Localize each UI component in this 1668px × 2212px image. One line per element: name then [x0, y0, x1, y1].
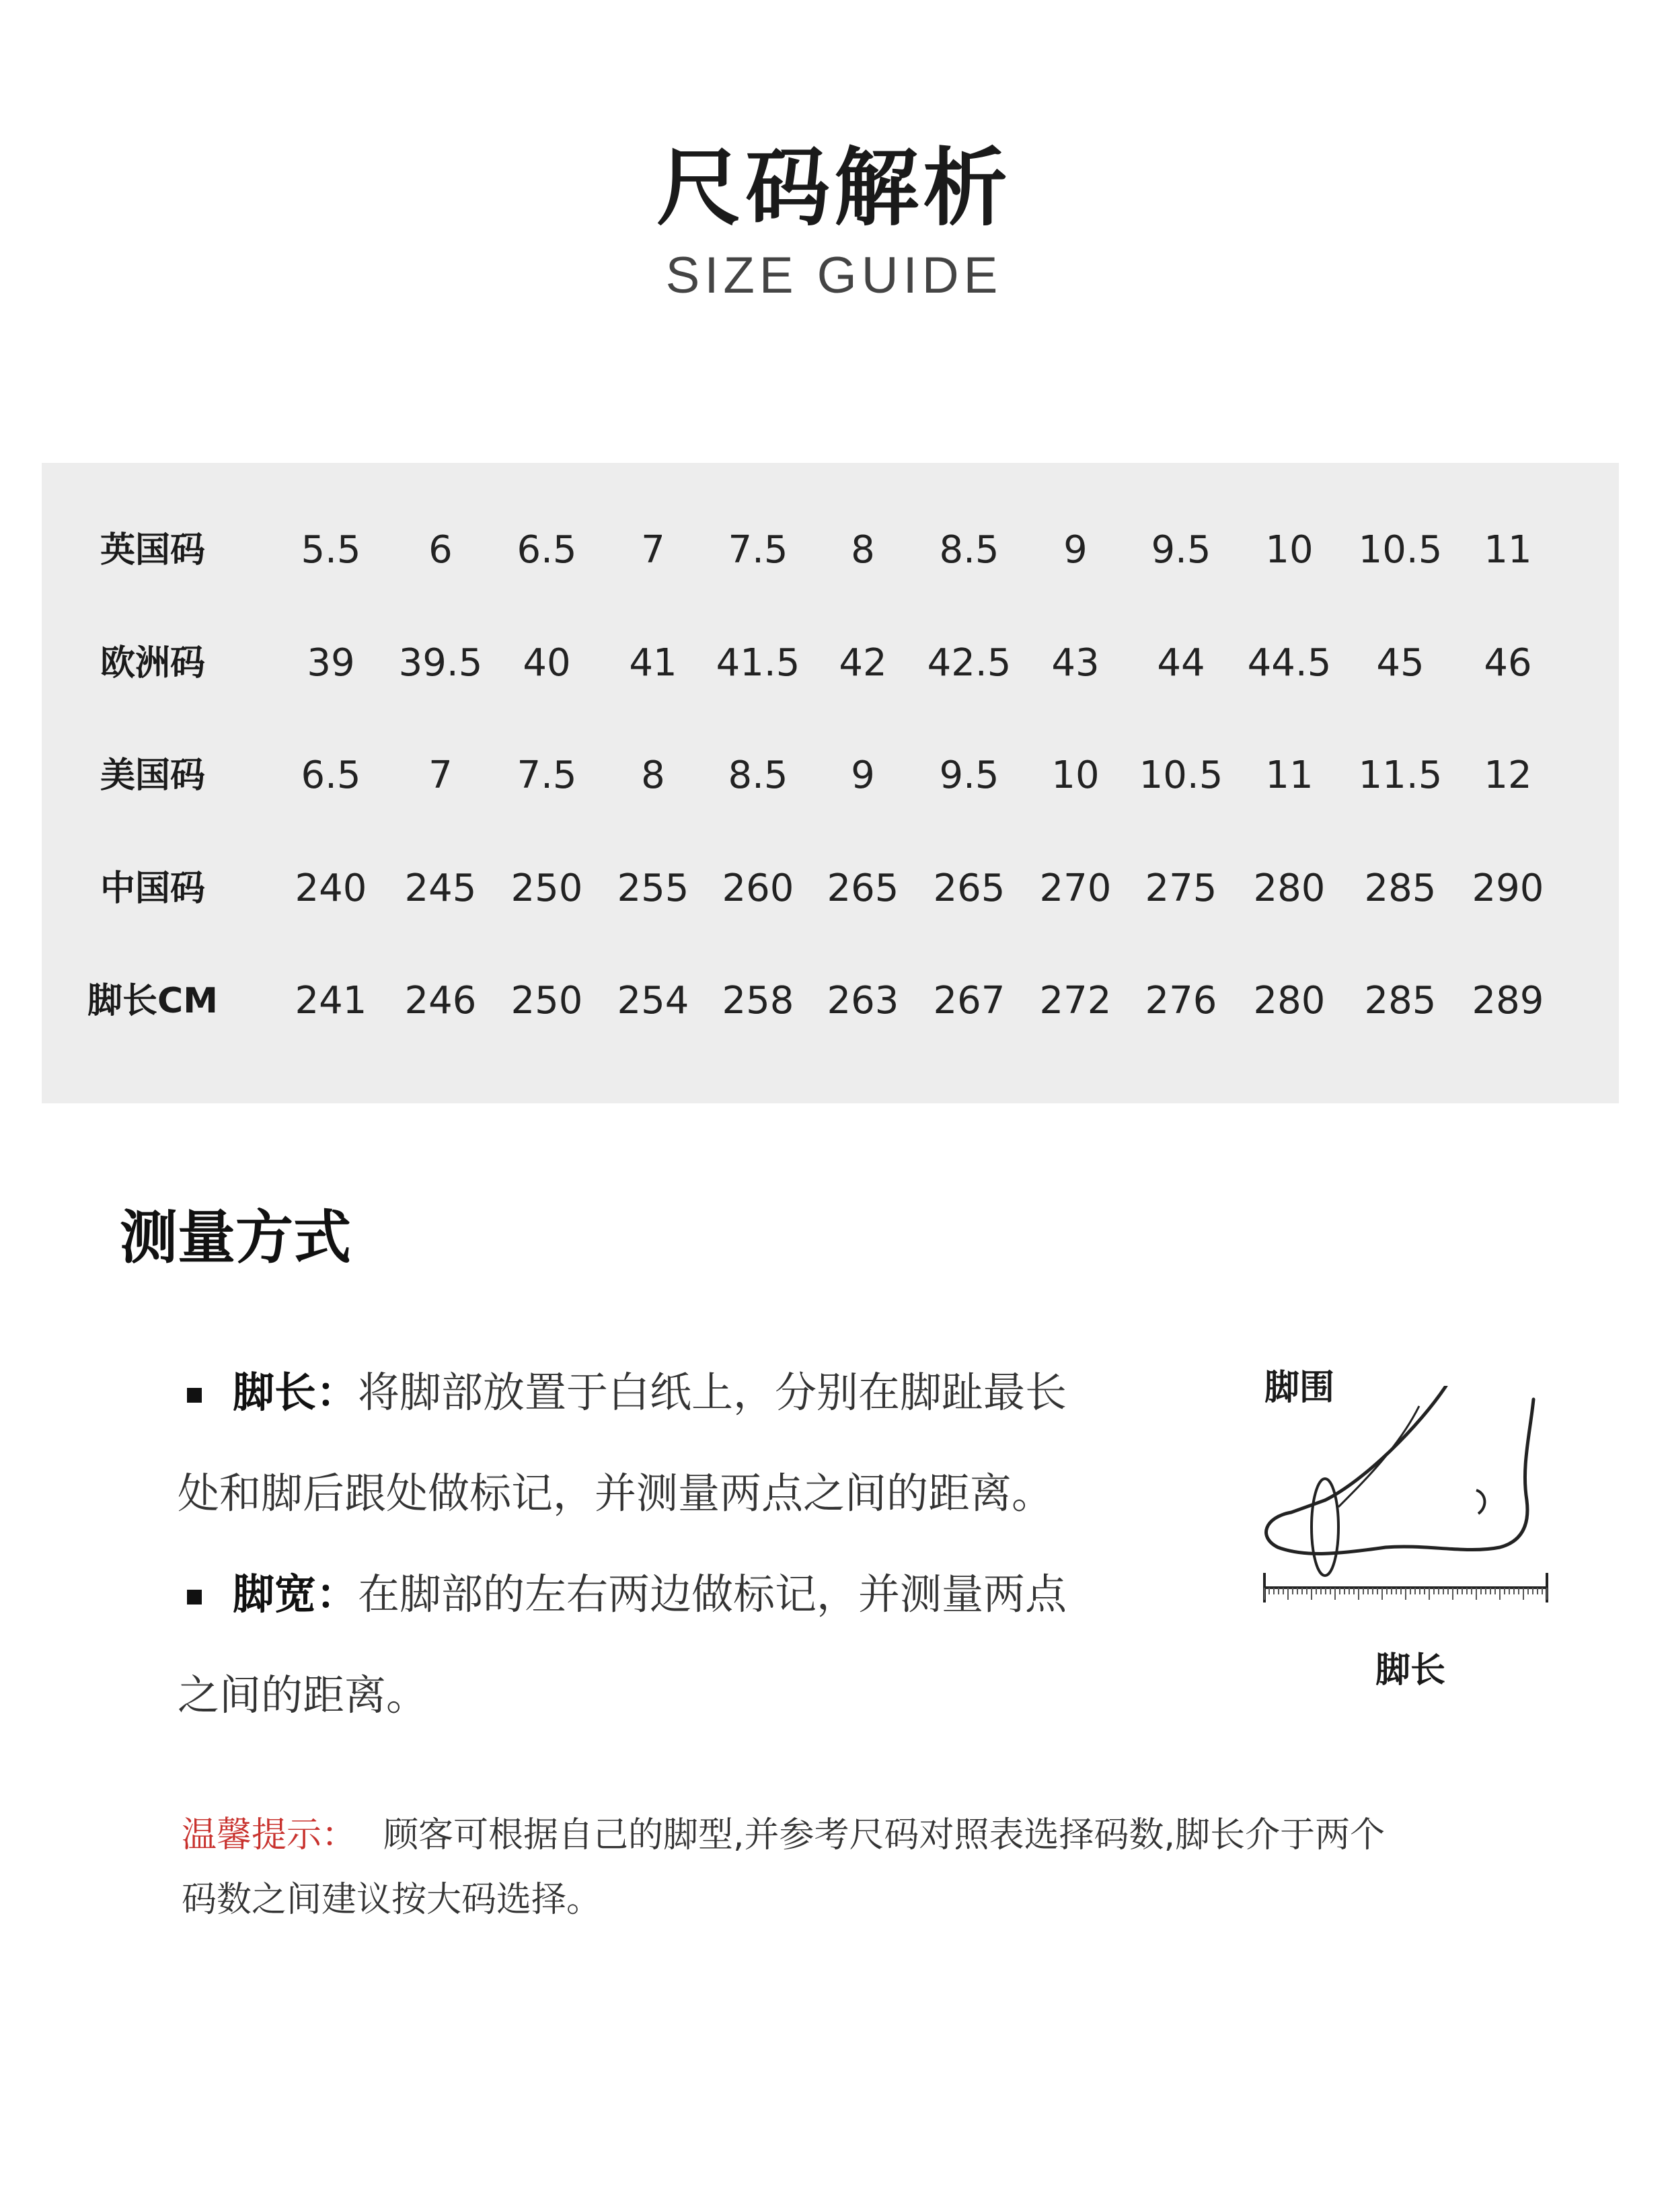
table-cell: 45 — [1376, 641, 1425, 685]
table-cell: 6 — [428, 528, 453, 572]
foot-width-line2: 之间的距离。 — [178, 1670, 428, 1720]
table-cell: 285 — [1364, 979, 1437, 1023]
table-cell: 9.5 — [939, 753, 999, 797]
table-cell: 8 — [641, 753, 665, 797]
table-row — [42, 517, 1619, 584]
table-cell: 11 — [1484, 528, 1532, 572]
term-colon: ： — [316, 1570, 358, 1619]
table-cell: 255 — [617, 867, 689, 910]
table-cell: 275 — [1145, 867, 1217, 910]
table-row — [42, 742, 1619, 809]
table-cell: 270 — [1039, 867, 1112, 910]
table-cell: 240 — [295, 867, 367, 910]
table-cell: 9.5 — [1151, 528, 1211, 572]
table-cell: 7.5 — [517, 753, 577, 797]
table-cell: 285 — [1364, 867, 1437, 910]
term-foot-length: 脚长 — [233, 1368, 317, 1417]
bullet-icon — [187, 1388, 202, 1403]
table-cell: 246 — [404, 979, 477, 1023]
measure-item-foot-length — [178, 1342, 1204, 1544]
term-foot-width: 脚宽 — [233, 1570, 317, 1619]
term-colon: ： — [316, 1368, 358, 1417]
table-row — [42, 855, 1619, 922]
table-cell: 6.5 — [517, 528, 577, 572]
table-cell: 10.5 — [1358, 528, 1443, 572]
table-cell: 11 — [1265, 753, 1314, 797]
row-label: 美国码 — [100, 755, 205, 796]
foot-measure-diagram — [1251, 1345, 1560, 1709]
table-cell: 8.5 — [939, 528, 999, 572]
foot-measure-icon — [1251, 1386, 1560, 1668]
row-label: 脚长CM — [87, 981, 218, 1021]
table-cell: 272 — [1039, 979, 1112, 1023]
table-cell: 11.5 — [1358, 753, 1443, 797]
foot-width-line1: 在脚部的左右两边做标记，并测量两点 — [358, 1570, 1067, 1619]
table-cell: 260 — [722, 867, 794, 910]
table-cell: 250 — [510, 867, 583, 910]
table-cell: 43 — [1051, 641, 1100, 685]
table-cell: 265 — [933, 867, 1006, 910]
table-cell: 10 — [1265, 528, 1314, 572]
table-cell: 39.5 — [398, 641, 483, 685]
foot-length-line2: 处和脚后跟处做标记，并测量两点之间的距离。 — [178, 1469, 1054, 1518]
table-cell: 44 — [1157, 641, 1205, 685]
page-title: 尺码解析 — [656, 139, 1012, 237]
table-cell: 241 — [295, 979, 367, 1023]
row-label: 欧洲码 — [100, 643, 205, 684]
tip-label: 温馨提示： — [182, 1815, 357, 1855]
table-cell: 41.5 — [716, 641, 800, 685]
table-cell: 290 — [1472, 867, 1544, 910]
table-cell: 12 — [1484, 753, 1532, 797]
page-subtitle: SIZE GUIDE — [665, 247, 1003, 304]
table-cell: 250 — [510, 979, 583, 1023]
table-cell: 42.5 — [927, 641, 1012, 685]
row-label: 中国码 — [100, 869, 205, 909]
table-cell: 7 — [641, 528, 665, 572]
table-cell: 258 — [722, 979, 794, 1023]
table-cell: 39 — [307, 641, 355, 685]
table-cell: 40 — [523, 641, 571, 685]
table-row — [42, 630, 1619, 697]
tip-line2: 码数之间建议按大码选择。 — [182, 1880, 602, 1920]
table-row — [42, 967, 1619, 1035]
tip-line1: 顾客可根据自己的脚型,并参考尺码对照表选择码数,脚长介于两个 — [383, 1815, 1386, 1855]
table-cell: 276 — [1145, 979, 1217, 1023]
table-cell: 46 — [1484, 641, 1532, 685]
table-cell: 5.5 — [301, 528, 361, 572]
table-cell: 10.5 — [1139, 753, 1223, 797]
table-cell: 41 — [629, 641, 677, 685]
ruler-ticks — [1264, 1588, 1547, 1600]
bullet-icon — [187, 1590, 202, 1605]
table-cell: 6.5 — [301, 753, 361, 797]
table-cell: 7 — [428, 753, 453, 797]
row-label: 英国码 — [100, 530, 205, 570]
table-cell: 9 — [1063, 528, 1088, 572]
table-cell: 10 — [1051, 753, 1100, 797]
measure-item-foot-width — [178, 1544, 1204, 1746]
table-cell: 44.5 — [1247, 641, 1332, 685]
table-cell: 280 — [1253, 979, 1326, 1023]
label-foot-length: 脚长 — [1375, 1650, 1446, 1691]
table-cell: 42 — [839, 641, 887, 685]
table-cell: 9 — [851, 753, 875, 797]
size-table-panel — [42, 463, 1619, 1103]
measure-section-title: 测量方式 — [120, 1204, 351, 1271]
table-cell: 8 — [851, 528, 875, 572]
table-cell: 263 — [827, 979, 899, 1023]
label-foot-girth: 脚围 — [1264, 1368, 1335, 1408]
table-cell: 8.5 — [728, 753, 788, 797]
table-cell: 7.5 — [728, 528, 788, 572]
table-cell: 267 — [933, 979, 1006, 1023]
table-cell: 289 — [1472, 979, 1544, 1023]
table-cell: 254 — [617, 979, 689, 1023]
tip-block — [182, 1803, 1554, 1932]
table-cell: 280 — [1253, 867, 1326, 910]
table-cell: 265 — [827, 867, 899, 910]
size-table — [42, 463, 1619, 1103]
foot-length-line1: 将脚部放置于白纸上，分别在脚趾最长 — [358, 1368, 1067, 1417]
table-cell: 245 — [404, 867, 477, 910]
